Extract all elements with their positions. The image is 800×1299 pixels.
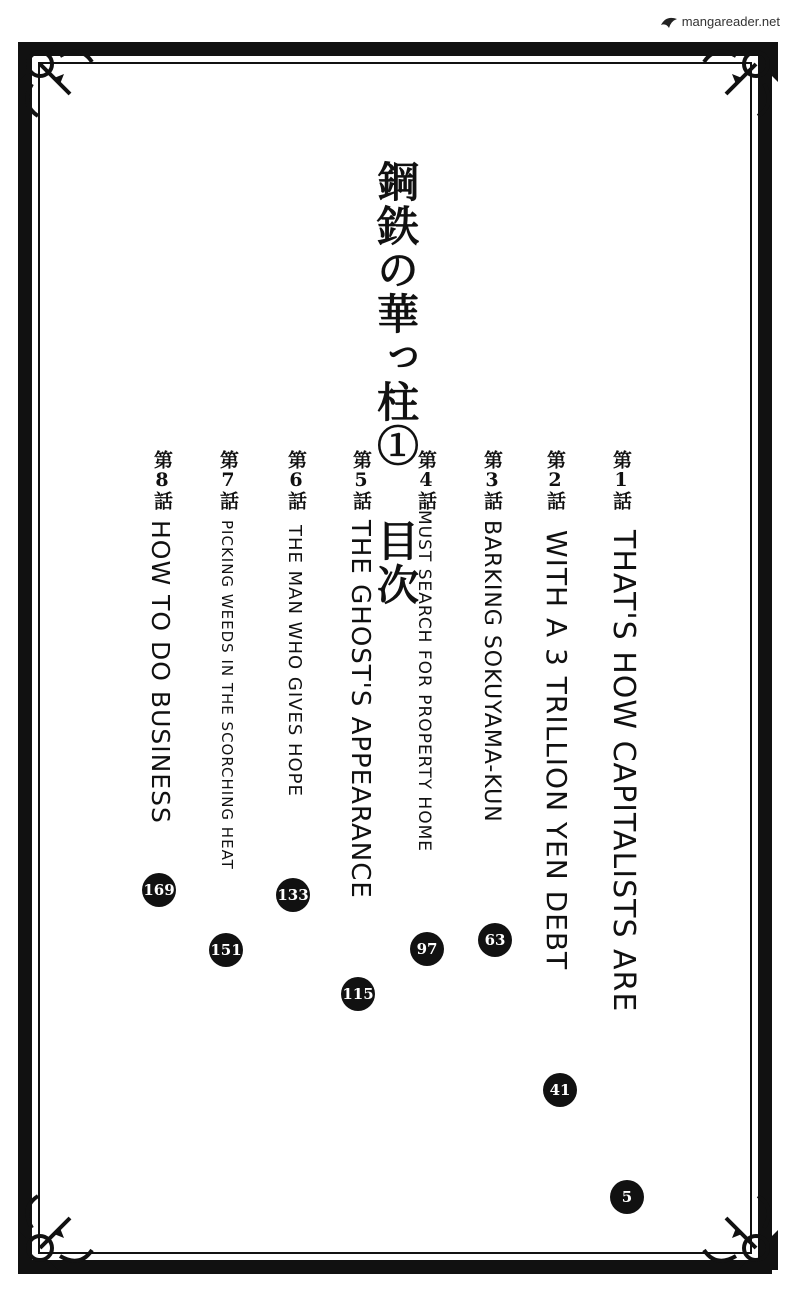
chapter-5-title: THE GHOST'S APPEARANCE bbox=[345, 520, 375, 899]
chapter-3-number: 第3話 bbox=[481, 450, 503, 510]
corner-ornament-icon bbox=[690, 1182, 786, 1278]
chapter-4-number: 第4話 bbox=[415, 450, 437, 510]
page-title: 鋼鉄の華っ柱① 目次 bbox=[371, 160, 420, 607]
chapter-8-page: 169 bbox=[142, 873, 176, 907]
chapter-7-page: 151 bbox=[209, 933, 243, 967]
watermark bbox=[660, 14, 780, 29]
chapter-7-number: 第7話 bbox=[217, 450, 239, 510]
watermark-logo-icon bbox=[660, 15, 678, 29]
chapter-2-page: 41 bbox=[543, 1073, 577, 1107]
chapter-8-number: 第8話 bbox=[151, 450, 173, 510]
chapter-6-number: 第6話 bbox=[285, 450, 307, 510]
chapter-1-page: 5 bbox=[610, 1180, 644, 1214]
chapter-8-title: HOW TO DO BUSINESS bbox=[146, 520, 175, 824]
corner-ornament-icon bbox=[10, 1182, 106, 1278]
chapter-7-title: PICKING WEEDS IN THE SCORCHING HEAT bbox=[218, 520, 236, 870]
watermark-text: mangareader.net bbox=[681, 14, 780, 29]
chapter-6-page: 133 bbox=[276, 878, 310, 912]
chapter-1-title: THAT'S HOW CAPITALISTS ARE bbox=[606, 530, 641, 1013]
chapter-5-page: 115 bbox=[341, 977, 375, 1011]
corner-ornament-icon bbox=[690, 34, 786, 130]
chapter-3-page: 63 bbox=[478, 923, 512, 957]
chapter-2-title: WITH A 3 TRILLION YEN DEBT bbox=[540, 530, 573, 971]
corner-ornament-icon bbox=[10, 34, 106, 130]
chapter-2-number: 第2話 bbox=[544, 450, 566, 510]
chapter-3-title: BARKING SOKUYAMA-KUN bbox=[479, 520, 504, 823]
chapter-6-title: THE MAN WHO GIVES HOPE bbox=[284, 525, 305, 797]
chapter-4-title: MUST SEARCH FOR PROPERTY HOME bbox=[414, 510, 434, 853]
chapter-5-number: 第5話 bbox=[350, 450, 372, 510]
chapter-4-page: 97 bbox=[410, 932, 444, 966]
chapter-1-number: 第1話 bbox=[610, 450, 632, 510]
